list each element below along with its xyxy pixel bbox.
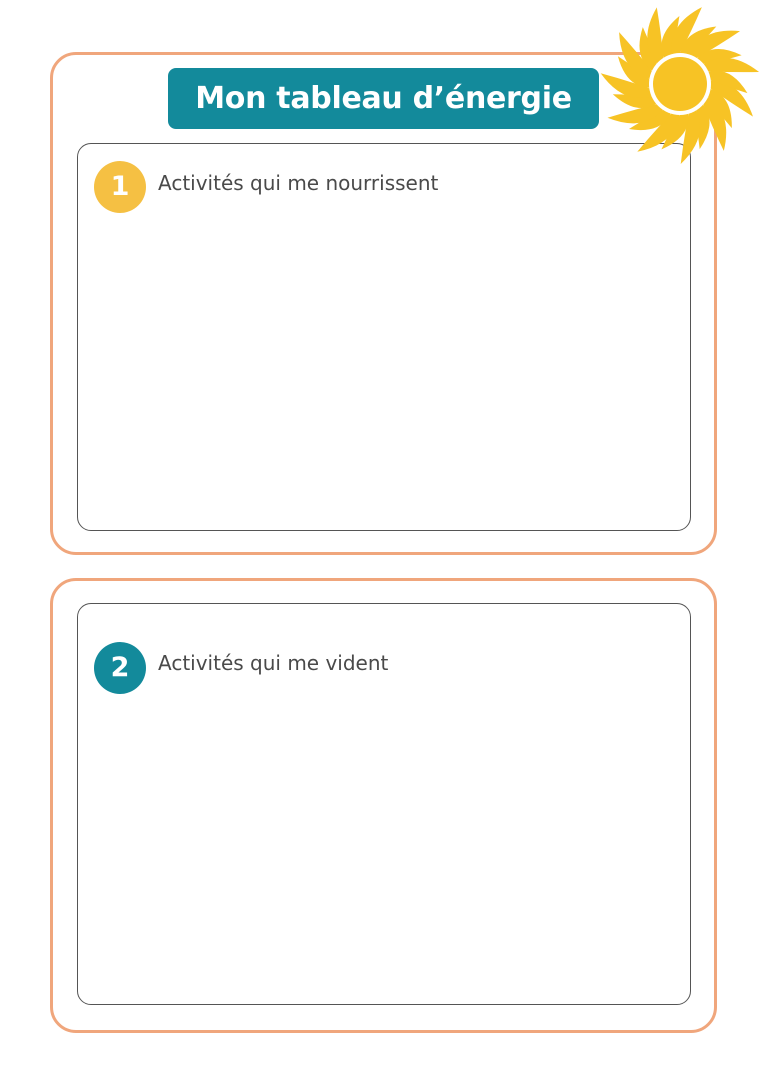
sun-core	[653, 57, 707, 111]
section-label-draining: Activités qui me vident	[158, 651, 389, 675]
section-label-nourishing: Activités qui me nourrissent	[158, 171, 439, 195]
section-number-badge-2: 2	[94, 642, 146, 694]
nourishing-activities-box[interactable]	[77, 143, 691, 531]
sun-icon	[592, 0, 768, 168]
section-number-badge-1: 1	[94, 161, 146, 213]
page-title: Mon tableau d’énergie	[168, 68, 599, 129]
